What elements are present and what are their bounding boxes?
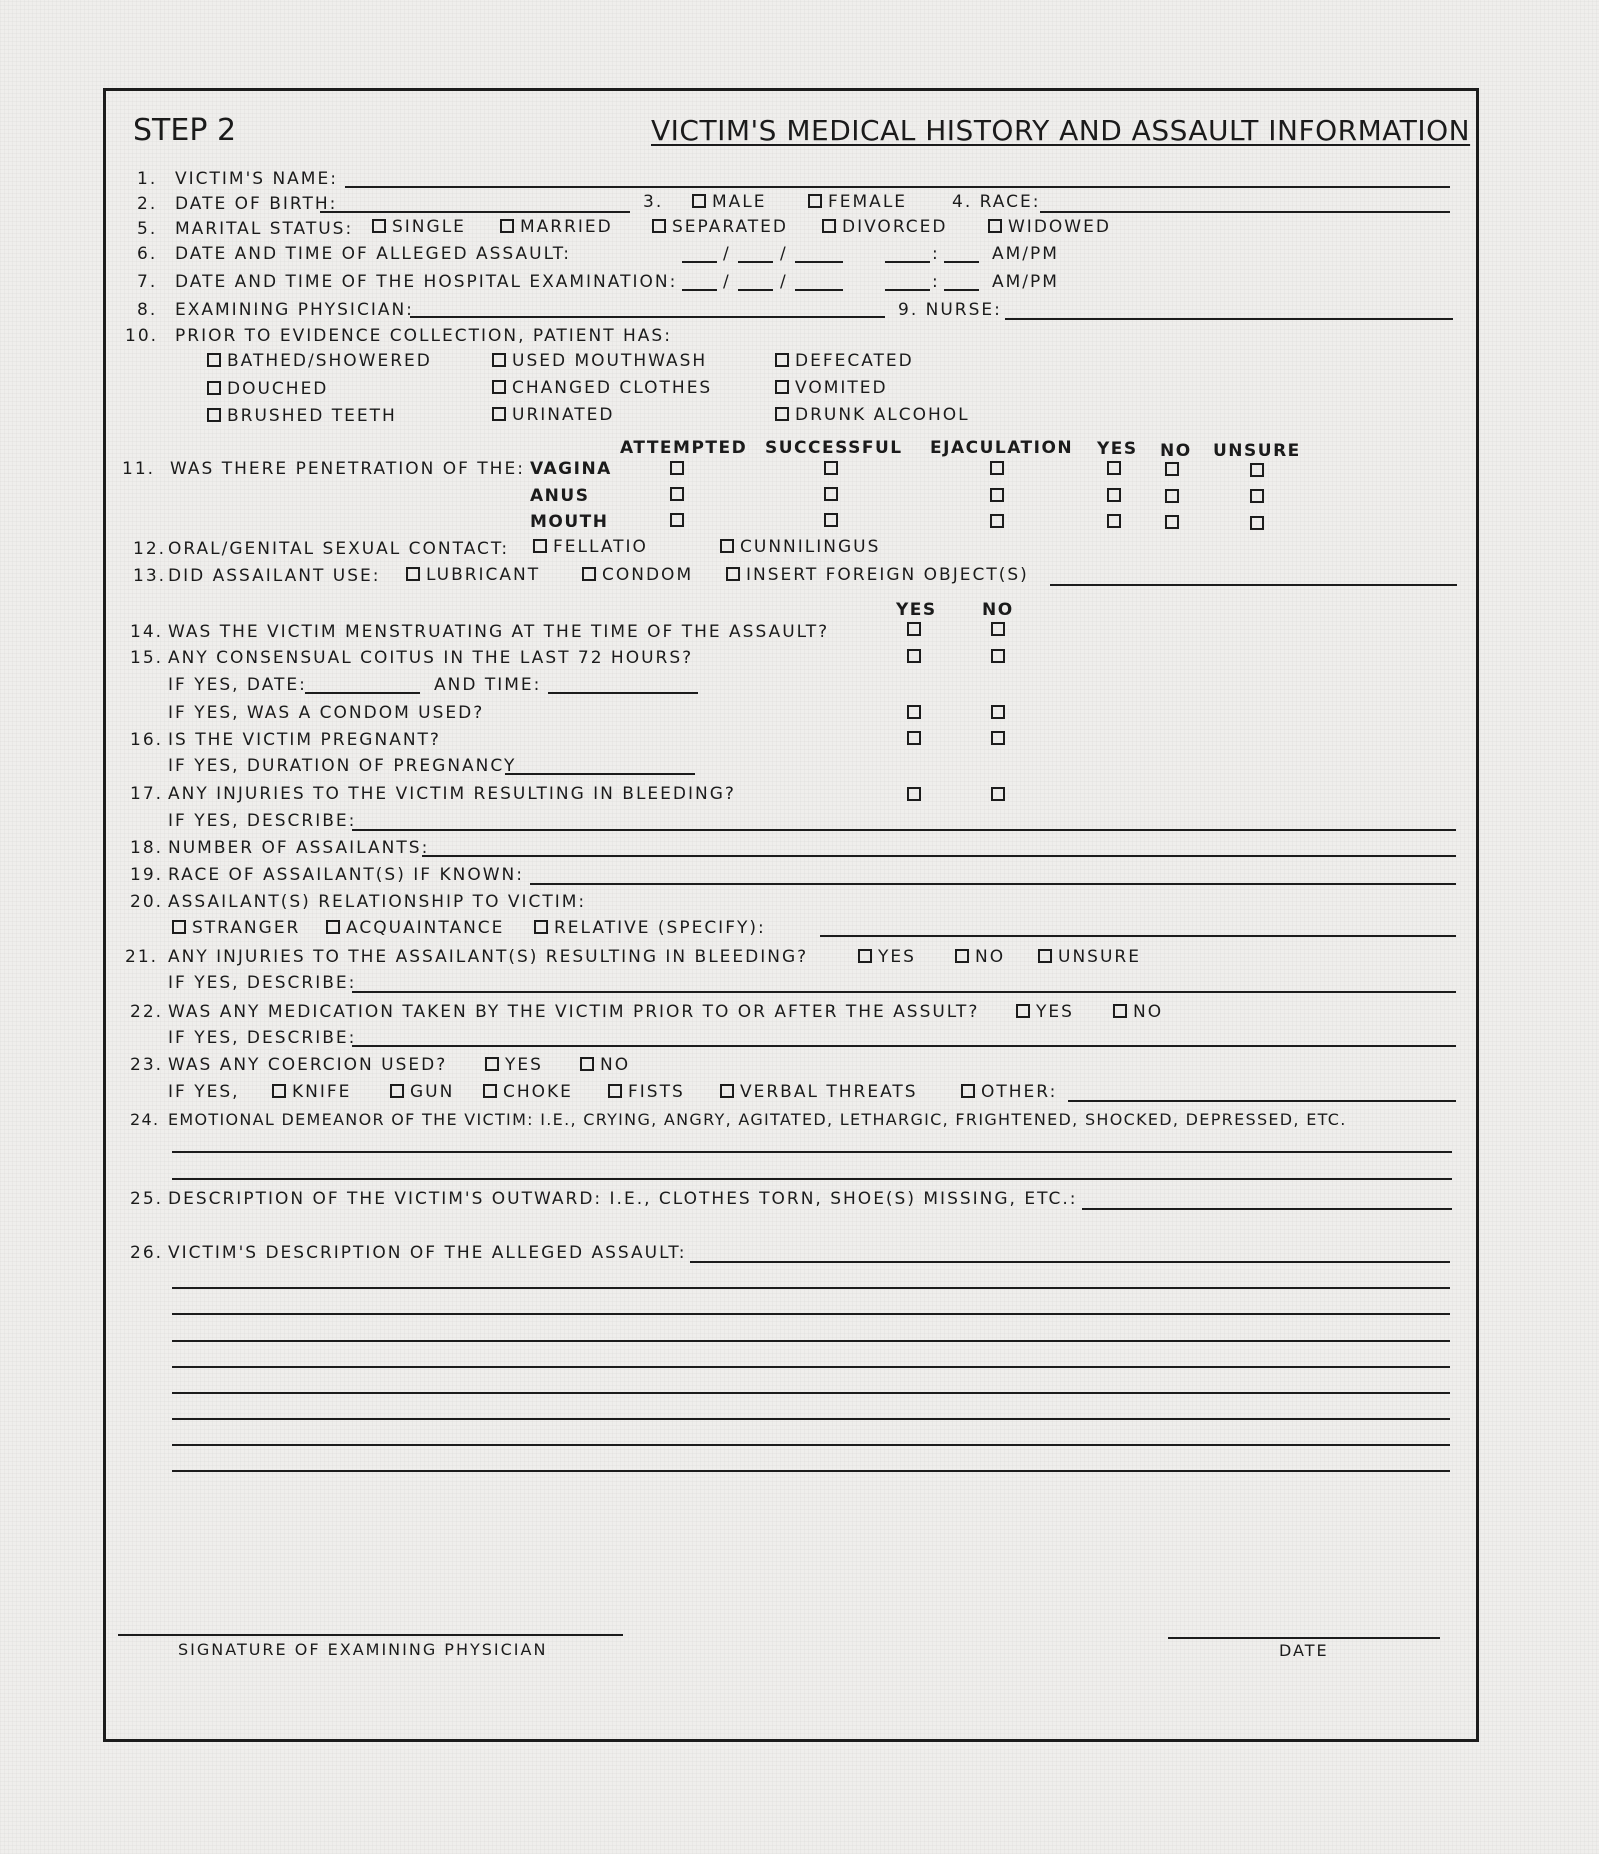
assault-description-line-2[interactable]	[172, 1313, 1450, 1315]
coercion-other-field[interactable]	[1068, 1100, 1456, 1102]
anus-successful-checkbox[interactable]	[824, 487, 838, 501]
q16-label: IS THE VICTIM PREGNANT?	[168, 730, 441, 750]
exam-day-field[interactable]	[738, 289, 773, 291]
q17-number: 17.	[130, 784, 164, 804]
assault-description-line-0[interactable]	[690, 1261, 1450, 1263]
q21-unsure-checkbox[interactable]	[1038, 949, 1052, 963]
signature-label: SIGNATURE OF EXAMINING PHYSICIAN	[178, 1640, 548, 1659]
q8-number: 8.	[137, 300, 158, 320]
q16-yes-checkbox[interactable]	[907, 731, 921, 745]
q23-yes[interactable]: YES	[485, 1057, 543, 1074]
divorced-checkbox[interactable]	[822, 219, 836, 233]
exam-month-field[interactable]	[682, 289, 717, 291]
urinated-checkbox[interactable]	[492, 407, 506, 421]
mouth-attempted-checkbox[interactable]	[670, 513, 684, 527]
q21-no[interactable]: NO	[955, 949, 1005, 966]
q21-no-checkbox[interactable]	[955, 949, 969, 963]
q12-fellatio[interactable]: FELLATIO	[533, 539, 648, 556]
q23-ifyes-label: IF YES,	[168, 1082, 240, 1102]
defecated-checkbox[interactable]	[775, 353, 789, 367]
brushed-teeth-checkbox[interactable]	[207, 408, 221, 422]
demeanor-line-1[interactable]	[172, 1151, 1452, 1153]
exam-year-field[interactable]	[795, 289, 843, 291]
no-column-header: NO	[982, 600, 1014, 620]
q22-describe-label: IF YES, DESCRIBE:	[168, 1028, 357, 1048]
medication-description-field[interactable]	[352, 1045, 1456, 1047]
drunk-alcohol-checkbox[interactable]	[775, 407, 789, 421]
q8-label: EXAMINING PHYSICIAN:	[175, 300, 414, 320]
vagina-successful-checkbox[interactable]	[824, 461, 838, 475]
q17-yes-checkbox[interactable]	[907, 787, 921, 801]
q9-label: 9. NURSE:	[898, 300, 1002, 320]
q25-label: DESCRIPTION OF THE VICTIM'S OUTWARD: I.E., CLOTHES TORN, SHOE(S) MISSING, ETC.:	[168, 1189, 1078, 1209]
stranger-checkbox[interactable]	[172, 920, 186, 934]
acquaintance-checkbox[interactable]	[326, 920, 340, 934]
gun-checkbox[interactable]	[390, 1084, 404, 1098]
q13-label: DID ASSAILANT USE:	[168, 566, 381, 586]
col-yes: YES	[1097, 439, 1138, 459]
q12-label: ORAL/GENITAL SEXUAL CONTACT:	[168, 539, 510, 559]
q20-acquaintance[interactable]: ACQUAINTANCE	[326, 920, 504, 937]
foreign-object-checkbox[interactable]	[726, 567, 740, 581]
q19-label: RACE OF ASSAILANT(S) IF KNOWN:	[168, 865, 524, 885]
mouth-yes-checkbox[interactable]	[1107, 514, 1121, 528]
q21-number: 21.	[125, 947, 159, 967]
mouth-successful-checkbox[interactable]	[824, 513, 838, 527]
q7-label: DATE AND TIME OF THE HOSPITAL EXAMINATION:	[175, 272, 678, 292]
col-attempted: ATTEMPTED	[620, 438, 748, 458]
q20-stranger[interactable]: STRANGER	[172, 920, 300, 937]
q23-fists[interactable]: FISTS	[608, 1084, 685, 1101]
q3-number: 3.	[643, 192, 664, 212]
col-unsure: UNSURE	[1213, 441, 1301, 461]
q5-label: MARITAL STATUS:	[175, 219, 354, 239]
q10-bathed[interactable]: BATHED/SHOWERED	[207, 353, 432, 370]
q15-number: 15.	[130, 648, 164, 668]
vagina-attempted-checkbox[interactable]	[670, 461, 684, 475]
q15-condom-no-checkbox[interactable]	[991, 705, 1005, 719]
marital-married[interactable]: MARRIED	[500, 219, 613, 236]
q10-vomited[interactable]: VOMITED	[775, 380, 888, 397]
q13-lubricant[interactable]: LUBRICANT	[406, 567, 540, 584]
nurse-field[interactable]	[1005, 318, 1453, 320]
foreign-object-field[interactable]	[1050, 584, 1457, 586]
row-vagina: VAGINA	[530, 459, 612, 479]
assault-description-line-4[interactable]	[172, 1366, 1450, 1368]
demeanor-line-2[interactable]	[172, 1178, 1452, 1180]
assailant-count-field[interactable]	[422, 855, 1456, 857]
q10-douched[interactable]: DOUCHED	[207, 381, 328, 398]
q21-yes-checkbox[interactable]	[858, 949, 872, 963]
verbal-threats-checkbox[interactable]	[720, 1084, 734, 1098]
anus-no-checkbox[interactable]	[1165, 489, 1179, 503]
q4-label: 4. RACE:	[952, 192, 1041, 212]
assault-description-line-3[interactable]	[172, 1340, 1450, 1342]
q11-label: WAS THERE PENETRATION OF THE:	[170, 459, 525, 479]
q10-urinated[interactable]: URINATED	[492, 407, 615, 424]
marital-separated[interactable]: SEPARATED	[652, 219, 788, 236]
q23-number: 23.	[130, 1055, 164, 1075]
q23-label: WAS ANY COERCION USED?	[168, 1055, 448, 1075]
q15-time-label: AND TIME:	[434, 675, 542, 695]
vagina-yes-checkbox[interactable]	[1107, 461, 1121, 475]
q20-label: ASSAILANT(S) RELATIONSHIP TO VICTIM:	[168, 892, 587, 912]
q7-number: 7.	[137, 272, 158, 292]
q23-no[interactable]: NO	[580, 1057, 630, 1074]
q14-label: WAS THE VICTIM MENSTRUATING AT THE TIME OF THE ASSAULT?	[168, 622, 830, 642]
col-no: NO	[1160, 441, 1192, 461]
anus-ejaculation-checkbox[interactable]	[990, 488, 1004, 502]
vagina-ejaculation-checkbox[interactable]	[990, 461, 1004, 475]
signature-field[interactable]	[118, 1634, 623, 1636]
q21-unsure[interactable]: UNSURE	[1038, 949, 1141, 966]
col-ejaculation: EJACULATION	[930, 438, 1074, 458]
anus-attempted-checkbox[interactable]	[670, 487, 684, 501]
row-mouth: MOUTH	[530, 512, 609, 532]
q10-defecated[interactable]: DEFECATED	[775, 353, 914, 370]
q2-number: 2.	[137, 194, 158, 214]
q17-describe-label: IF YES, DESCRIBE:	[168, 811, 357, 831]
q16-no-checkbox[interactable]	[991, 731, 1005, 745]
relative-specify-field[interactable]	[820, 935, 1456, 937]
fellatio-checkbox[interactable]	[533, 539, 547, 553]
fists-checkbox[interactable]	[608, 1084, 622, 1098]
anus-yes-checkbox[interactable]	[1107, 488, 1121, 502]
q26-label: VICTIM'S DESCRIPTION OF THE ALLEGED ASSAULT:	[168, 1243, 687, 1263]
q20-number: 20.	[130, 892, 164, 912]
female-checkbox[interactable]	[808, 194, 822, 208]
q21-yes[interactable]: YES	[858, 949, 916, 966]
q17-label: ANY INJURIES TO THE VICTIM RESULTING IN BLEEDING?	[168, 784, 736, 804]
yes-column-header: YES	[896, 600, 937, 620]
q14-number: 14.	[130, 622, 164, 642]
q15-condom-label: IF YES, WAS A CONDOM USED?	[168, 703, 485, 723]
q26-number: 26.	[130, 1243, 164, 1263]
assailant-race-field[interactable]	[530, 883, 1456, 885]
changed-clothes-checkbox[interactable]	[492, 380, 506, 394]
cunnilingus-checkbox[interactable]	[720, 539, 734, 553]
q6-label: DATE AND TIME OF ALLEGED ASSAULT:	[175, 244, 571, 264]
q14-no-checkbox[interactable]	[991, 622, 1005, 636]
married-checkbox[interactable]	[500, 219, 514, 233]
q15-date-label: IF YES, DATE:	[168, 675, 307, 695]
q13-foreign-object[interactable]: INSERT FOREIGN OBJECT(S)	[726, 567, 1029, 584]
mouthwash-checkbox[interactable]	[492, 353, 506, 367]
q22-no[interactable]: NO	[1113, 1004, 1163, 1021]
vagina-unsure-checkbox[interactable]	[1250, 463, 1264, 477]
q24-label: EMOTIONAL DEMEANOR OF THE VICTIM: I.E., CRYING, ANGRY, AGITATED, LETHARGIC, FRIGHTENED, SHOCKED, DEPRESSED, ETC.	[168, 1110, 1347, 1129]
q25-number: 25.	[130, 1189, 164, 1209]
anus-unsure-checkbox[interactable]	[1250, 489, 1264, 503]
widowed-checkbox[interactable]	[988, 219, 1002, 233]
row-anus: ANUS	[530, 486, 590, 506]
assault-day-field[interactable]	[738, 261, 773, 263]
male-checkbox[interactable]	[692, 194, 706, 208]
q15-no-checkbox[interactable]	[991, 649, 1005, 663]
mouth-no-checkbox[interactable]	[1165, 515, 1179, 529]
q13-number: 13.	[133, 566, 167, 586]
signature-date-label: DATE	[1279, 1641, 1329, 1660]
q17-no-checkbox[interactable]	[991, 787, 1005, 801]
male-option[interactable]: MALE	[692, 194, 767, 211]
marital-widowed[interactable]: WIDOWED	[988, 219, 1111, 236]
q22-yes[interactable]: YES	[1016, 1004, 1074, 1021]
assailant-injury-description-field[interactable]	[352, 991, 1456, 993]
exam-minute-field[interactable]	[944, 289, 979, 291]
douched-checkbox[interactable]	[207, 381, 221, 395]
physician-field[interactable]	[410, 316, 885, 318]
q1-number: 1.	[137, 169, 158, 189]
lubricant-checkbox[interactable]	[406, 567, 420, 581]
q7-ampm[interactable]: AM/PM	[992, 272, 1059, 292]
assault-minute-field[interactable]	[944, 261, 979, 263]
q10-drunk-alcohol[interactable]: DRUNK ALCOHOL	[775, 407, 970, 424]
q18-number: 18.	[130, 838, 164, 858]
mouth-unsure-checkbox[interactable]	[1250, 516, 1264, 530]
marital-divorced[interactable]: DIVORCED	[822, 219, 947, 236]
q15-label: ANY CONSENSUAL COITUS IN THE LAST 72 HOURS?	[168, 648, 694, 668]
q10-changed-clothes[interactable]: CHANGED CLOTHES	[492, 380, 712, 397]
q13-condom[interactable]: CONDOM	[582, 567, 693, 584]
assault-description-line-5[interactable]	[172, 1392, 1450, 1394]
q18-label: NUMBER OF ASSAILANTS:	[168, 838, 430, 858]
vomited-checkbox[interactable]	[775, 380, 789, 394]
assault-description-line-7[interactable]	[172, 1444, 1450, 1446]
q6-number: 6.	[137, 244, 158, 264]
q15-condom-yes-checkbox[interactable]	[907, 705, 921, 719]
assault-description-line-8[interactable]	[172, 1470, 1450, 1472]
assault-description-line-1[interactable]	[172, 1287, 1450, 1289]
exam-hour-field[interactable]	[885, 289, 930, 291]
other-checkbox[interactable]	[961, 1084, 975, 1098]
race-field[interactable]	[1040, 211, 1450, 213]
q23-no-checkbox[interactable]	[580, 1057, 594, 1071]
victim-name-field[interactable]	[345, 186, 1450, 188]
knife-checkbox[interactable]	[272, 1084, 286, 1098]
assault-description-line-6[interactable]	[172, 1418, 1450, 1420]
outward-description-field[interactable]	[1082, 1208, 1452, 1210]
q22-no-checkbox[interactable]	[1113, 1004, 1127, 1018]
q10-label: PRIOR TO EVIDENCE COLLECTION, PATIENT HAS:	[175, 326, 672, 346]
q12-number: 12.	[133, 539, 167, 559]
q16-duration-label: IF YES, DURATION OF PREGNANCY	[168, 756, 517, 776]
q16-number: 16.	[130, 730, 164, 750]
q11-number: 11.	[122, 459, 156, 479]
female-option[interactable]: FEMALE	[808, 194, 907, 211]
q23-gun[interactable]: GUN	[390, 1084, 454, 1101]
q12-cunnilingus[interactable]: CUNNILINGUS	[720, 539, 880, 556]
choke-checkbox[interactable]	[483, 1084, 497, 1098]
pregnancy-duration-field[interactable]	[505, 773, 695, 775]
q14-yes-checkbox[interactable]	[907, 622, 921, 636]
q23-other[interactable]: OTHER:	[961, 1084, 1057, 1101]
q21-label: ANY INJURIES TO THE ASSAILANT(S) RESULTING IN BLEEDING?	[168, 947, 809, 967]
q2-label: DATE OF BIRTH:	[175, 194, 338, 214]
q15-yes-checkbox[interactable]	[907, 649, 921, 663]
q20-relative[interactable]: RELATIVE (SPECIFY):	[534, 920, 766, 937]
single-checkbox[interactable]	[372, 219, 386, 233]
dob-field[interactable]	[320, 211, 630, 213]
coitus-time-field[interactable]	[548, 692, 698, 694]
assault-month-field[interactable]	[682, 261, 717, 263]
q6-ampm[interactable]: AM/PM	[992, 244, 1059, 264]
condom-checkbox[interactable]	[582, 567, 596, 581]
q10-brushed-teeth[interactable]: BRUSHED TEETH	[207, 408, 397, 425]
col-successful: SUCCESSFUL	[765, 438, 903, 458]
marital-single[interactable]: SINGLE	[372, 219, 466, 236]
mouth-ejaculation-checkbox[interactable]	[990, 514, 1004, 528]
separated-checkbox[interactable]	[652, 219, 666, 233]
step-label: STEP 2	[133, 113, 237, 148]
q23-verbal-threats[interactable]: VERBAL THREATS	[720, 1084, 918, 1101]
q24-number: 24.	[130, 1110, 160, 1129]
q23-yes-checkbox[interactable]	[485, 1057, 499, 1071]
q23-choke[interactable]: CHOKE	[483, 1084, 573, 1101]
q1-label: VICTIM'S NAME:	[175, 169, 338, 189]
coitus-date-field[interactable]	[305, 692, 420, 694]
victim-injury-description-field[interactable]	[352, 829, 1456, 831]
assault-year-field[interactable]	[795, 261, 843, 263]
assault-hour-field[interactable]	[885, 261, 930, 263]
q22-number: 22.	[130, 1002, 164, 1022]
q22-yes-checkbox[interactable]	[1016, 1004, 1030, 1018]
q5-number: 5.	[137, 219, 158, 239]
q21-describe-label: IF YES, DESCRIBE:	[168, 973, 357, 993]
q23-knife[interactable]: KNIFE	[272, 1084, 351, 1101]
form-title: VICTIM'S MEDICAL HISTORY AND ASSAULT INFORMATION	[651, 114, 1471, 147]
relative-checkbox[interactable]	[534, 920, 548, 934]
q10-mouthwash[interactable]: USED MOUTHWASH	[492, 353, 707, 370]
q10-number: 10.	[125, 326, 159, 346]
bathed-checkbox[interactable]	[207, 353, 221, 367]
q19-number: 19.	[130, 865, 164, 885]
vagina-no-checkbox[interactable]	[1165, 462, 1179, 476]
signature-date-field[interactable]	[1168, 1637, 1440, 1639]
q22-label: WAS ANY MEDICATION TAKEN BY THE VICTIM PRIOR TO OR AFTER THE ASSULT?	[168, 1002, 980, 1022]
